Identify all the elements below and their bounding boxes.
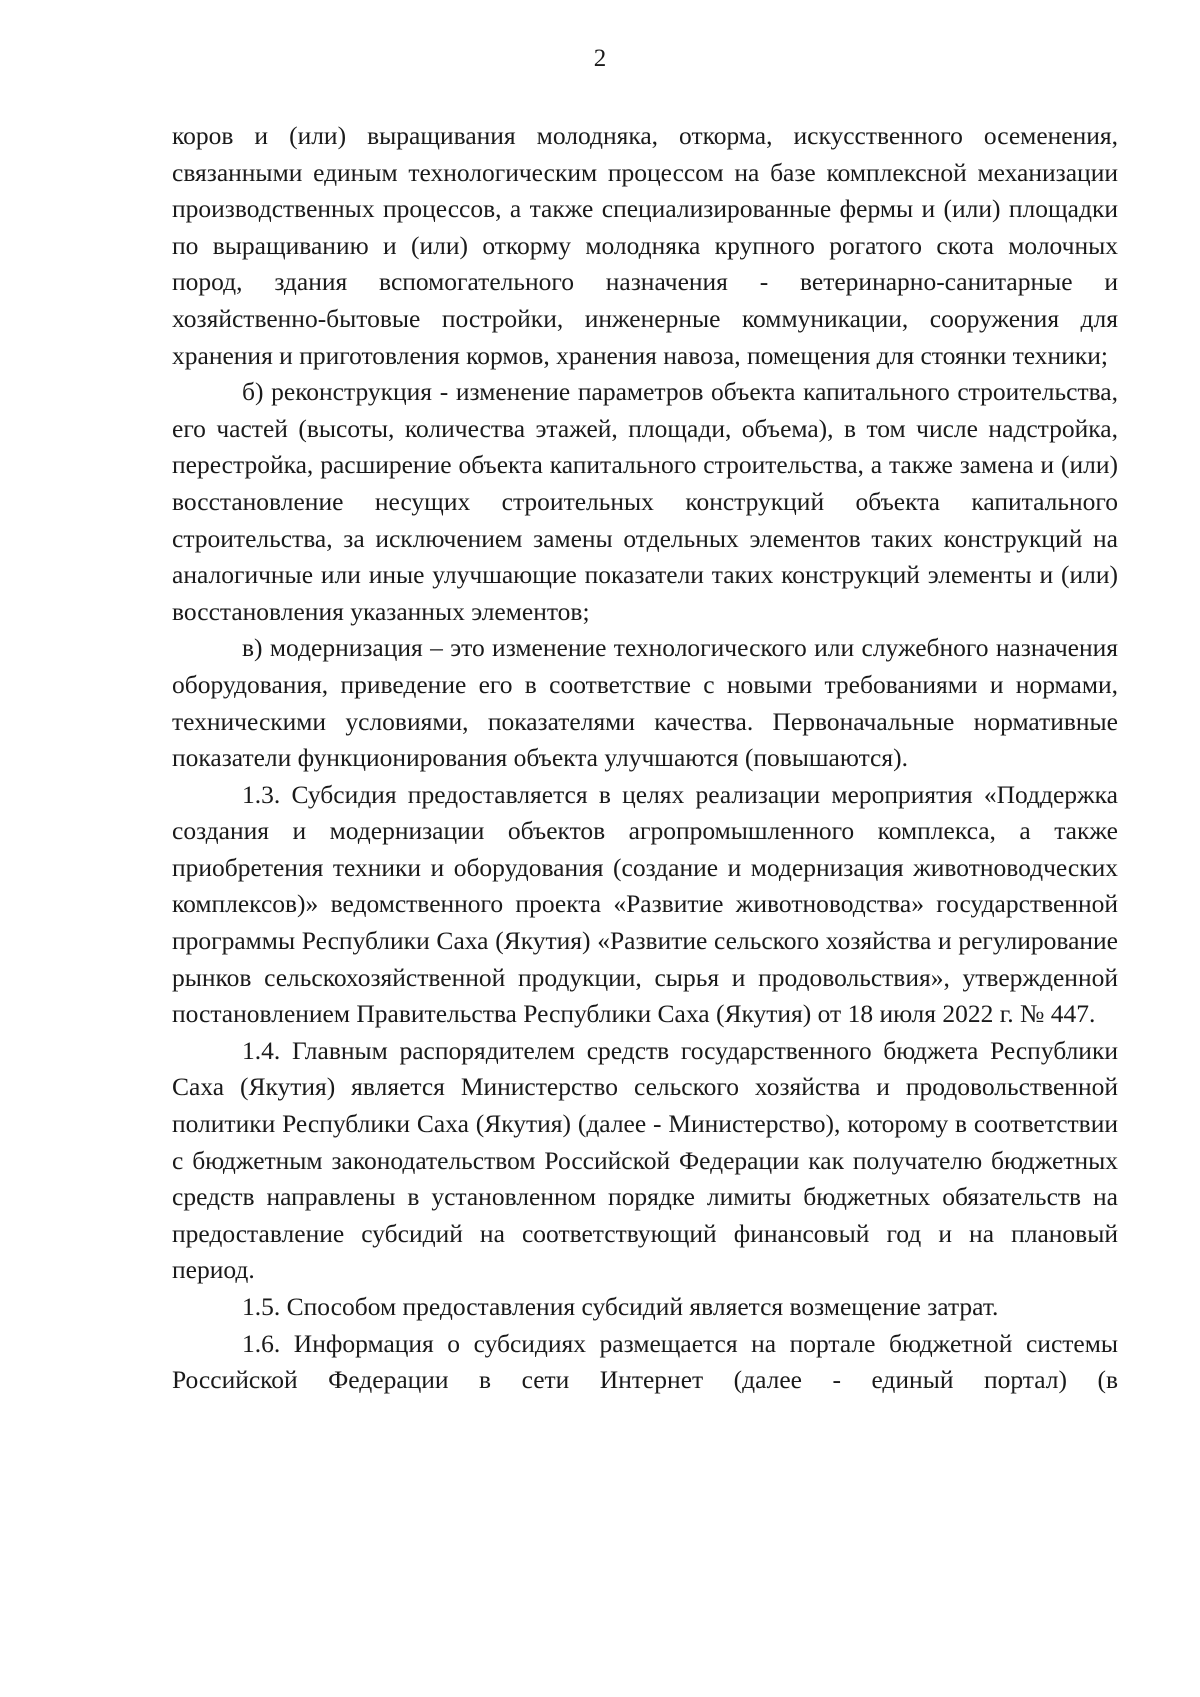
paragraph-1-3: 1.3. Субсидия предоставляется в целях реализации мероприятия «Поддержка создания и модернизации объектов агропромышленного комплекса, а также приобретения техники и оборудования (создание и модернизация животноводческих комплексов)» ведомственного проекта «Развитие животноводства» государственной программы Республики Саха (Якутия) «Развитие сельского хозяйства и регулирование рынков сельскохозяйственной продукции, сырья и продовольствия», утвержденной постановлением Правительства Республики Саха (Якутия) от 18 июля 2022 г. № 447. xyxy=(172,779,1118,1029)
document-body xyxy=(172,118,1118,1399)
paragraph-1-5: 1.5. Способом предоставления субсидий является возмещение затрат. xyxy=(242,1292,999,1321)
paragraph-b-reconstruction: б) реконструкция - изменение параметров объекта капитального строительства, его частей (высоты, количества этажей, площади, объема), в том числе надстройка, перестройка, расширение объекта капитального строительства, а также замена и (или) восстановление несущих строительных конструкций объекта капитального строительства, за исключением замены отдельных элементов таких конструкций на аналогичные или иные улучшающие показатели таких конструкций элементы и (или) восстановления указанных элементов; xyxy=(172,377,1118,626)
paragraph-1-6: 1.6. Информация о субсидиях размещается на портале бюджетной системы Российской Федерации в сети Интернет (далее - единый портал) (в xyxy=(172,1328,1118,1395)
page-number: 2 xyxy=(593,45,607,72)
paragraph-continuation: коров и (или) выращивания молодняка, откорма, искусственного осеменения, связанными единым технологическим процессом на базе комплексной механизации производственных процессов, а также специализированные фермы и (или) площадки по выращиванию и (или) откорму молодняка крупного рогатого скота молочных пород, здания вспомогательного назначения - ветеринарно-санитарные и хозяйственно-бытовые постройки, инженерные коммуникации, сооружения для хранения и приготовления кормов, хранения навоза, помещения для стоянки техники; xyxy=(172,121,1118,370)
paragraph-v-modernization: в) модернизация – это изменение технологического или служебного назначения оборудования, приведение его в соответствие с новыми требованиями и нормами, техническими условиями, показателями качества. Первоначальные нормативные показатели функционирования объекта улучшаются (повышаются). xyxy=(172,633,1118,773)
paragraph-1-4: 1.4. Главным распорядителем средств государственного бюджета Республики Саха (Якутия) является Министерство сельского хозяйства и продовольственной политики Республики Саха (Якутия) (далее - Министерство), которому в соответствии с бюджетным законодательством Российской Федерации как получателю бюджетных средств направлены в установленном порядке лимиты бюджетных обязательств на предоставление субсидий на соответствующий финансовый год и на плановый период. xyxy=(172,1035,1118,1285)
